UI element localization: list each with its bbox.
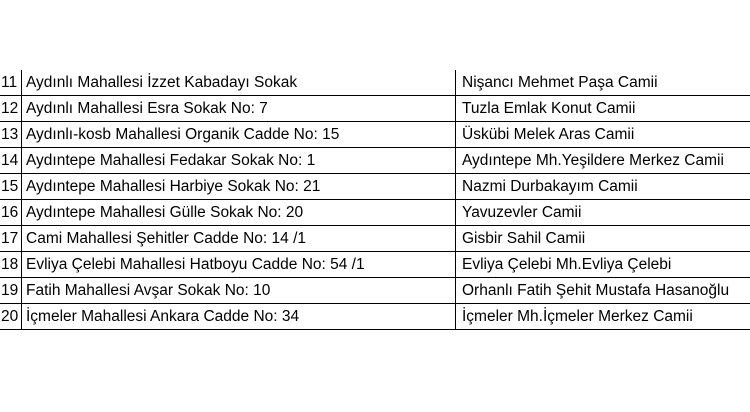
mosque-cell: Üskübi Melek Aras Camii — [456, 122, 750, 148]
address-cell: Aydıntepe Mahallesi Gülle Sokak No: 20 — [22, 200, 455, 226]
mosque-cell: Nişancı Mehmet Paşa Camii — [456, 70, 750, 96]
table-row — [0, 304, 750, 330]
spreadsheet — [0, 70, 750, 330]
address-cell: Aydıntepe Mahallesi Fedakar Sokak No: 1 — [22, 148, 455, 174]
row-number: 19 — [0, 278, 22, 304]
mosque-cell: Tuzla Emlak Konut Camii — [456, 96, 750, 122]
row-number: 11 — [0, 70, 22, 96]
mosque-cell: İçmeler Mh.İçmeler Merkez Camii — [456, 304, 750, 330]
table-row — [0, 278, 750, 304]
table-row — [0, 148, 750, 174]
table-row — [0, 200, 750, 226]
table-row — [0, 122, 750, 148]
address-cell: Fatih Mahallesi Avşar Sokak No: 10 — [22, 278, 455, 304]
table-row — [0, 70, 750, 96]
mosque-cell: Gisbir Sahil Camii — [456, 226, 750, 252]
address-cell: İçmeler Mahallesi Ankara Cadde No: 34 — [22, 304, 455, 330]
mosque-cell: Nazmi Durbakayım Camii — [456, 174, 750, 200]
address-cell: Aydınlı Mahallesi İzzet Kabadayı Sokak — [22, 70, 455, 96]
mosque-cell: Yavuzevler Camii — [456, 200, 750, 226]
table-row — [0, 226, 750, 252]
mosque-cell: Aydıntepe Mh.Yeşildere Merkez Camii — [456, 148, 750, 174]
row-number: 12 — [0, 96, 22, 122]
address-cell: Cami Mahallesi Şehitler Cadde No: 14 /1 — [22, 226, 455, 252]
address-cell: Aydınlı-kosb Mahallesi Organik Cadde No: 15 — [22, 122, 455, 148]
row-number: 14 — [0, 148, 22, 174]
address-cell: Evliya Çelebi Mahallesi Hatboyu Cadde No: 54 /1 — [22, 252, 455, 278]
row-number: 17 — [0, 226, 22, 252]
table-row — [0, 252, 750, 278]
address-cell: Aydıntepe Mahallesi Harbiye Sokak No: 21 — [22, 174, 455, 200]
table-row — [0, 96, 750, 122]
mosque-cell: Orhanlı Fatih Şehit Mustafa Hasanoğlu — [456, 278, 750, 304]
row-number: 16 — [0, 200, 22, 226]
address-cell: Aydınlı Mahallesi Esra Sokak No: 7 — [22, 96, 455, 122]
row-number: 13 — [0, 122, 22, 148]
table-row — [0, 174, 750, 200]
mosque-address-table — [0, 70, 750, 330]
row-number: 20 — [0, 304, 22, 330]
row-number: 18 — [0, 252, 22, 278]
row-number: 15 — [0, 174, 22, 200]
mosque-cell: Evliya Çelebi Mh.Evliya Çelebi — [456, 252, 750, 278]
